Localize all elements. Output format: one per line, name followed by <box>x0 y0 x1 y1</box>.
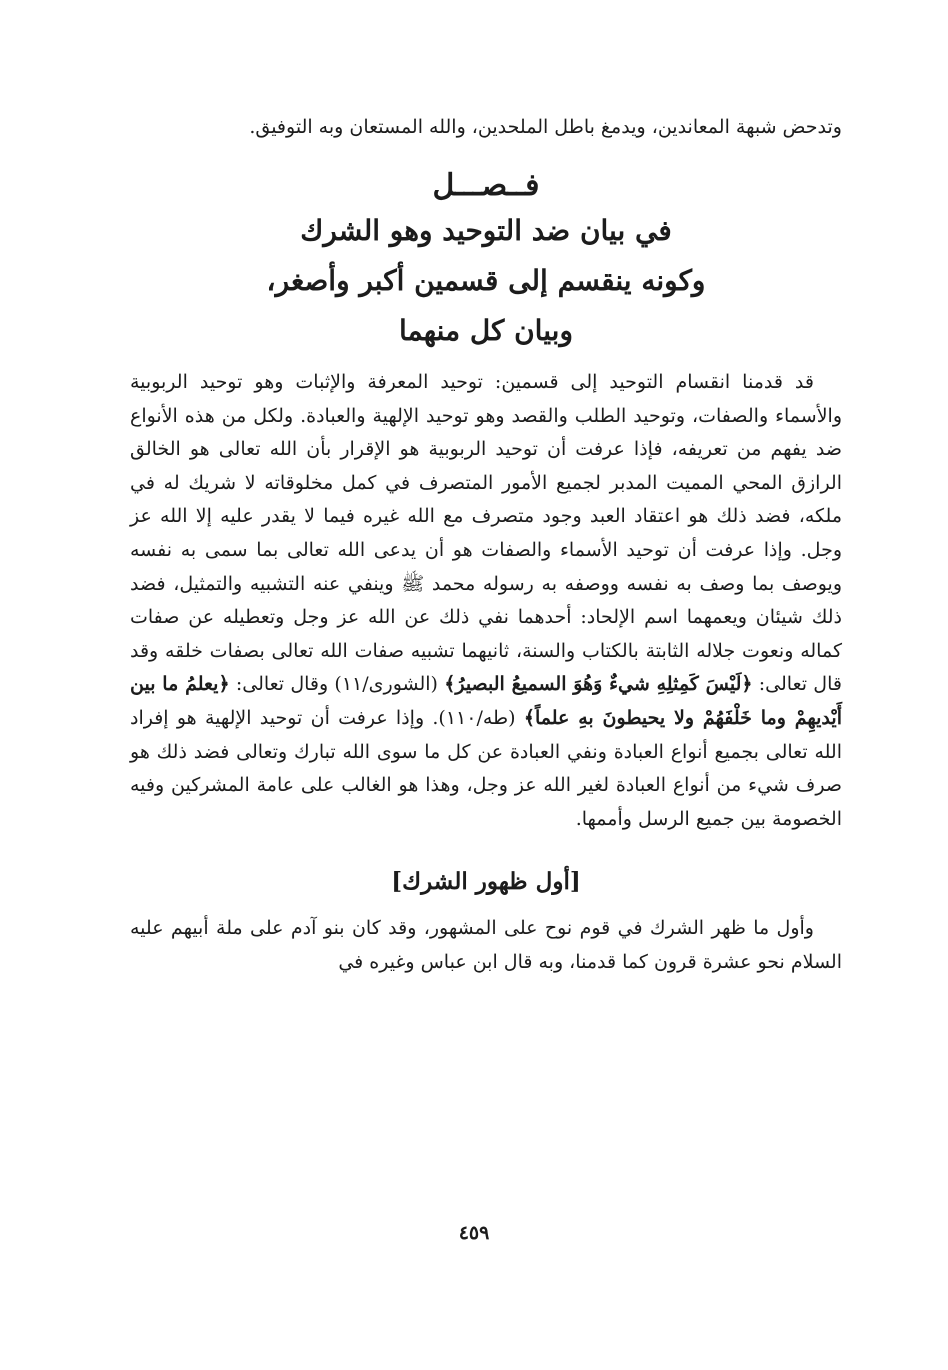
heading-line-2: وكونه ينقسم إلى قسمين أكبر وأصغر، <box>266 264 706 297</box>
paragraph-1-part-2: (طه/١١٠). وإذا عرفت أن توحيد الإلهية هو إفراد الله تعالى بجميع أنواع العبادة ونفي العبادة عن كل ما سوى الله تبارك وتعالى فضد ذلك هو صرف شيء من أنواع العبادة لغير الله عز وجل، وهذا هو الغالب على عامة المشركين وفيه الخصومة بين جميع الرسل وأممها. <box>130 706 842 830</box>
paragraph-1-part-1: قد قدمنا انقسام التوحيد إلى قسمين: توحيد المعرفة والإثبات وهو توحيد الربوبية والأسماء والصفات، وتوحيد الطلب والقصد وهو توحيد الإلهية والعبادة. ولكل من هذه الأنواع ضد يفهم من تعريفه، فإذا عرفت أن توحيد الربوبية هو الإقرار بأن الله تعالى هو الخالق الرازق المحي المميت المدبر لجميع الأمور المتصرف في كمل مخلوقاته لا شريك له في ملكه، فضد ذلك هو اعتقاد العبد وجود متصرف مع الله غيره فيما لا يقدر عليه إلا الله عز وجل. وإذا عرفت أن توحيد الأسماء والصفات هو أن يدعى الله تعالى بما سمى به نفسه ويوصف بما وصف به نفسه ووصفه به رسوله محمد ﷺ وينفي عنه التشبيه والتمثيل، فضد ذلك شيئان ويعمهما اسم الإلحاد: أحدهما نفي ذلك عن الله عز وجل وتعطيله عن صفات كماله ونعوت جلاله الثابتة بالكتاب والسنة، ثانيهما تشبيه صفات الله تعالى بصفات خلقه وقد قال تعالى: <box>130 371 842 696</box>
reference-1: (الشورى/١١) وقال تعالى: <box>235 673 438 696</box>
subheading: [أول ظهور الشرك] <box>391 868 581 896</box>
heading-line-1: في بيان ضد التوحيد وهو الشرك <box>300 214 672 247</box>
body-paragraph-1 <box>130 366 842 836</box>
page-content <box>130 100 842 980</box>
quran-quote-1: ﴿لَيْسَ كَمِثلِهِ شيءٌ وَهُوَ السميعُ البصيرُ﴾ <box>444 673 753 696</box>
lead-line: وتدحض شبهة المعاندين، ويدمغ باطل الملحدين، والله المستعان وبه التوفيق. <box>249 116 842 138</box>
paragraph-1 <box>130 366 842 836</box>
body-paragraph-2 <box>130 912 842 979</box>
quran-quote-2: ﴿يعلمُ ما بين أَيْديهِمْ وما خَلْفَهُمْ ولا يحيطونَ بهِ علماً﴾ <box>130 673 842 729</box>
paragraph-2: وأول ما ظهر الشرك في قوم نوح على المشهور، وقد كان بنو آدم على ملة أبيهم عليه السلام نحو عشرة قرون كما قدمنا، وبه قال ابن عباس وغيره في <box>130 917 842 973</box>
section-marker: فــصـــل <box>432 168 540 203</box>
page-number: ٤٥٩ <box>458 1222 490 1244</box>
heading-line-3: وبيان كل منهما <box>399 314 573 347</box>
